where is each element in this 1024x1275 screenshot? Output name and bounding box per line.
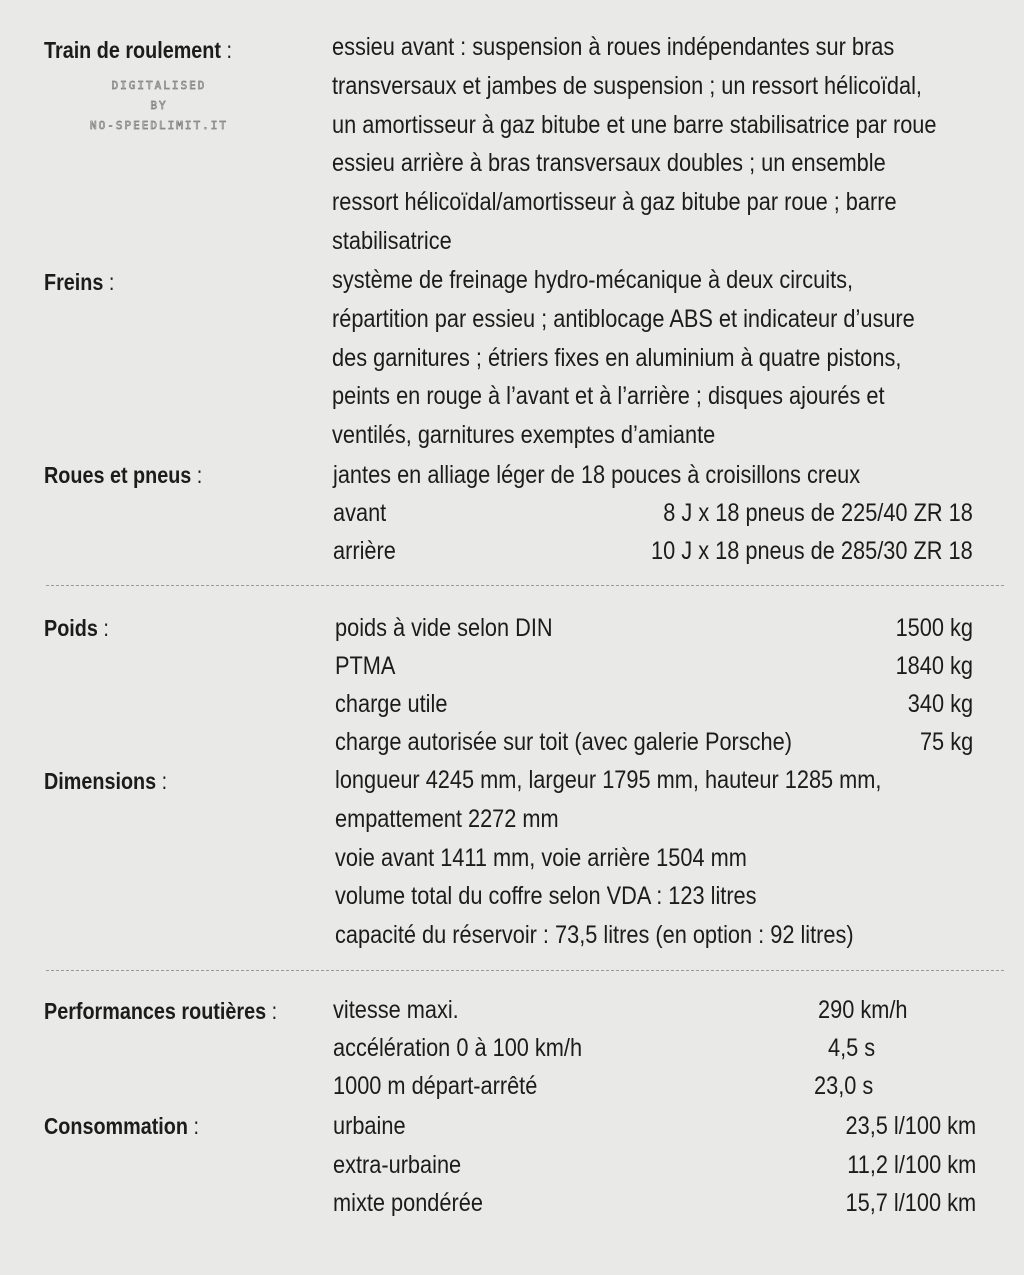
roues-row-avant [333,494,973,532]
freins-label-colon: : [103,269,115,295]
train-label-colon: : [220,37,232,63]
performances-row-value: 290 km/h [818,996,908,1024]
watermark-line-3: NO-SPEEDLIMIT.IT [90,119,228,132]
poids-row-value: 1500 kg [895,614,973,642]
freins-description: système de freinage hydro-mécanique à deux circuits, répartition par essieu ; antiblocage ABS et indicateur d’usure des garnitures ; étriers fixes en aluminium à quatre pistons, peints en rouge à l’avant et à l’arrière ; disques ajourés et ventilés, garnitures exemptes d’amiante [332,266,915,450]
performances-label-colon: : [266,998,278,1024]
freins-label [44,263,114,301]
train-description: essieu avant : suspension à roues indépendantes sur bras transversaux et jambes de suspension ; un ressort hélicoïdal, un amortisseur à gaz bitube et une barre stabilisatrice par roue essieu arrière à bras transversaux doubles ; un ensemble ressort hélicoïdal/amortisseur à gaz bitube par roue ; barre stabilisatrice [332,33,937,255]
train-label-text: Train de roulement [44,37,221,63]
performances-row [333,991,933,1029]
performances-row-key: 1000 m départ-arrêté [333,1072,538,1100]
consommation-row-key: mixte pondérée [333,1189,483,1217]
poids-row [335,647,973,685]
performances-row [333,1029,933,1067]
poids-label-text: Poids [44,615,98,641]
freins-label-text: Freins [44,269,104,295]
section-divider [46,970,1004,971]
dimensions-label [44,762,167,800]
consommation-row [333,1184,976,1222]
performances-row [333,1067,933,1105]
watermark [48,76,270,136]
consommation-row [333,1146,976,1184]
performances-label-text: Performances routières [44,998,267,1024]
roues-row-key: avant [333,499,387,527]
poids-row-key: poids à vide selon DIN [335,614,553,642]
consommation-label-text: Consommation [44,1113,188,1139]
roues-intro [333,456,973,494]
roues-row-value: 8 J x 18 pneus de 225/40 ZR 18 [663,499,973,527]
poids-row [335,685,973,723]
poids-row-value: 1840 kg [895,652,973,680]
consommation-label-colon: : [187,1113,199,1139]
performances-row-value: 23,0 s [814,1072,874,1100]
consommation-row-key: extra-urbaine [333,1151,462,1179]
roues-row-key: arrière [333,537,396,565]
watermark-line-1: DIGITALISED [111,79,207,92]
poids-label [44,609,109,647]
dimensions-label-text: Dimensions [44,768,157,794]
performances-label [44,992,277,1030]
poids-row-value: 340 kg [907,690,973,718]
poids-row-key: PTMA [335,652,396,680]
train-label [44,31,232,69]
roues-intro-text: jantes en alliage léger de 18 pouces à croisillons creux [333,461,861,489]
consommation-row-value: 23,5 l/100 km [845,1112,976,1140]
consommation-label [44,1107,199,1145]
roues-label-colon: : [191,462,203,488]
poids-row [335,723,973,761]
watermark-line-2: BY [150,99,168,112]
consommation-row-key: urbaine [333,1112,406,1140]
poids-row [335,609,973,647]
performances-row-value: 4,5 s [828,1034,876,1062]
dimensions-description: longueur 4245 mm, largeur 1795 mm, hauteur 1285 mm, empattement 2272 mm voie avant 1411 mm, voie arrière 1504 mm volume total du coffre selon VDA : 123 litres capacité du réservoir : 73,5 litres (en option : 92 litres) [335,766,882,950]
poids-label-colon: : [97,615,109,641]
roues-label [44,456,202,494]
performances-row-key: vitesse maxi. [333,996,459,1024]
roues-row-value: 10 J x 18 pneus de 285/30 ZR 18 [651,537,973,565]
poids-row-key: charge autorisée sur toit (avec galerie Porsche) [335,728,792,756]
consommation-row-value: 11,2 l/100 km [847,1151,976,1179]
roues-label-text: Roues et pneus [44,462,192,488]
dimensions-label-colon: : [156,768,168,794]
poids-row-value: 75 kg [919,728,973,756]
poids-row-key: charge utile [335,690,448,718]
performances-row-key: accélération 0 à 100 km/h [333,1034,583,1062]
consommation-row-value: 15,7 l/100 km [845,1189,976,1217]
roues-row-arriere [333,532,973,570]
section-divider [46,585,1004,586]
consommation-row [333,1107,976,1145]
